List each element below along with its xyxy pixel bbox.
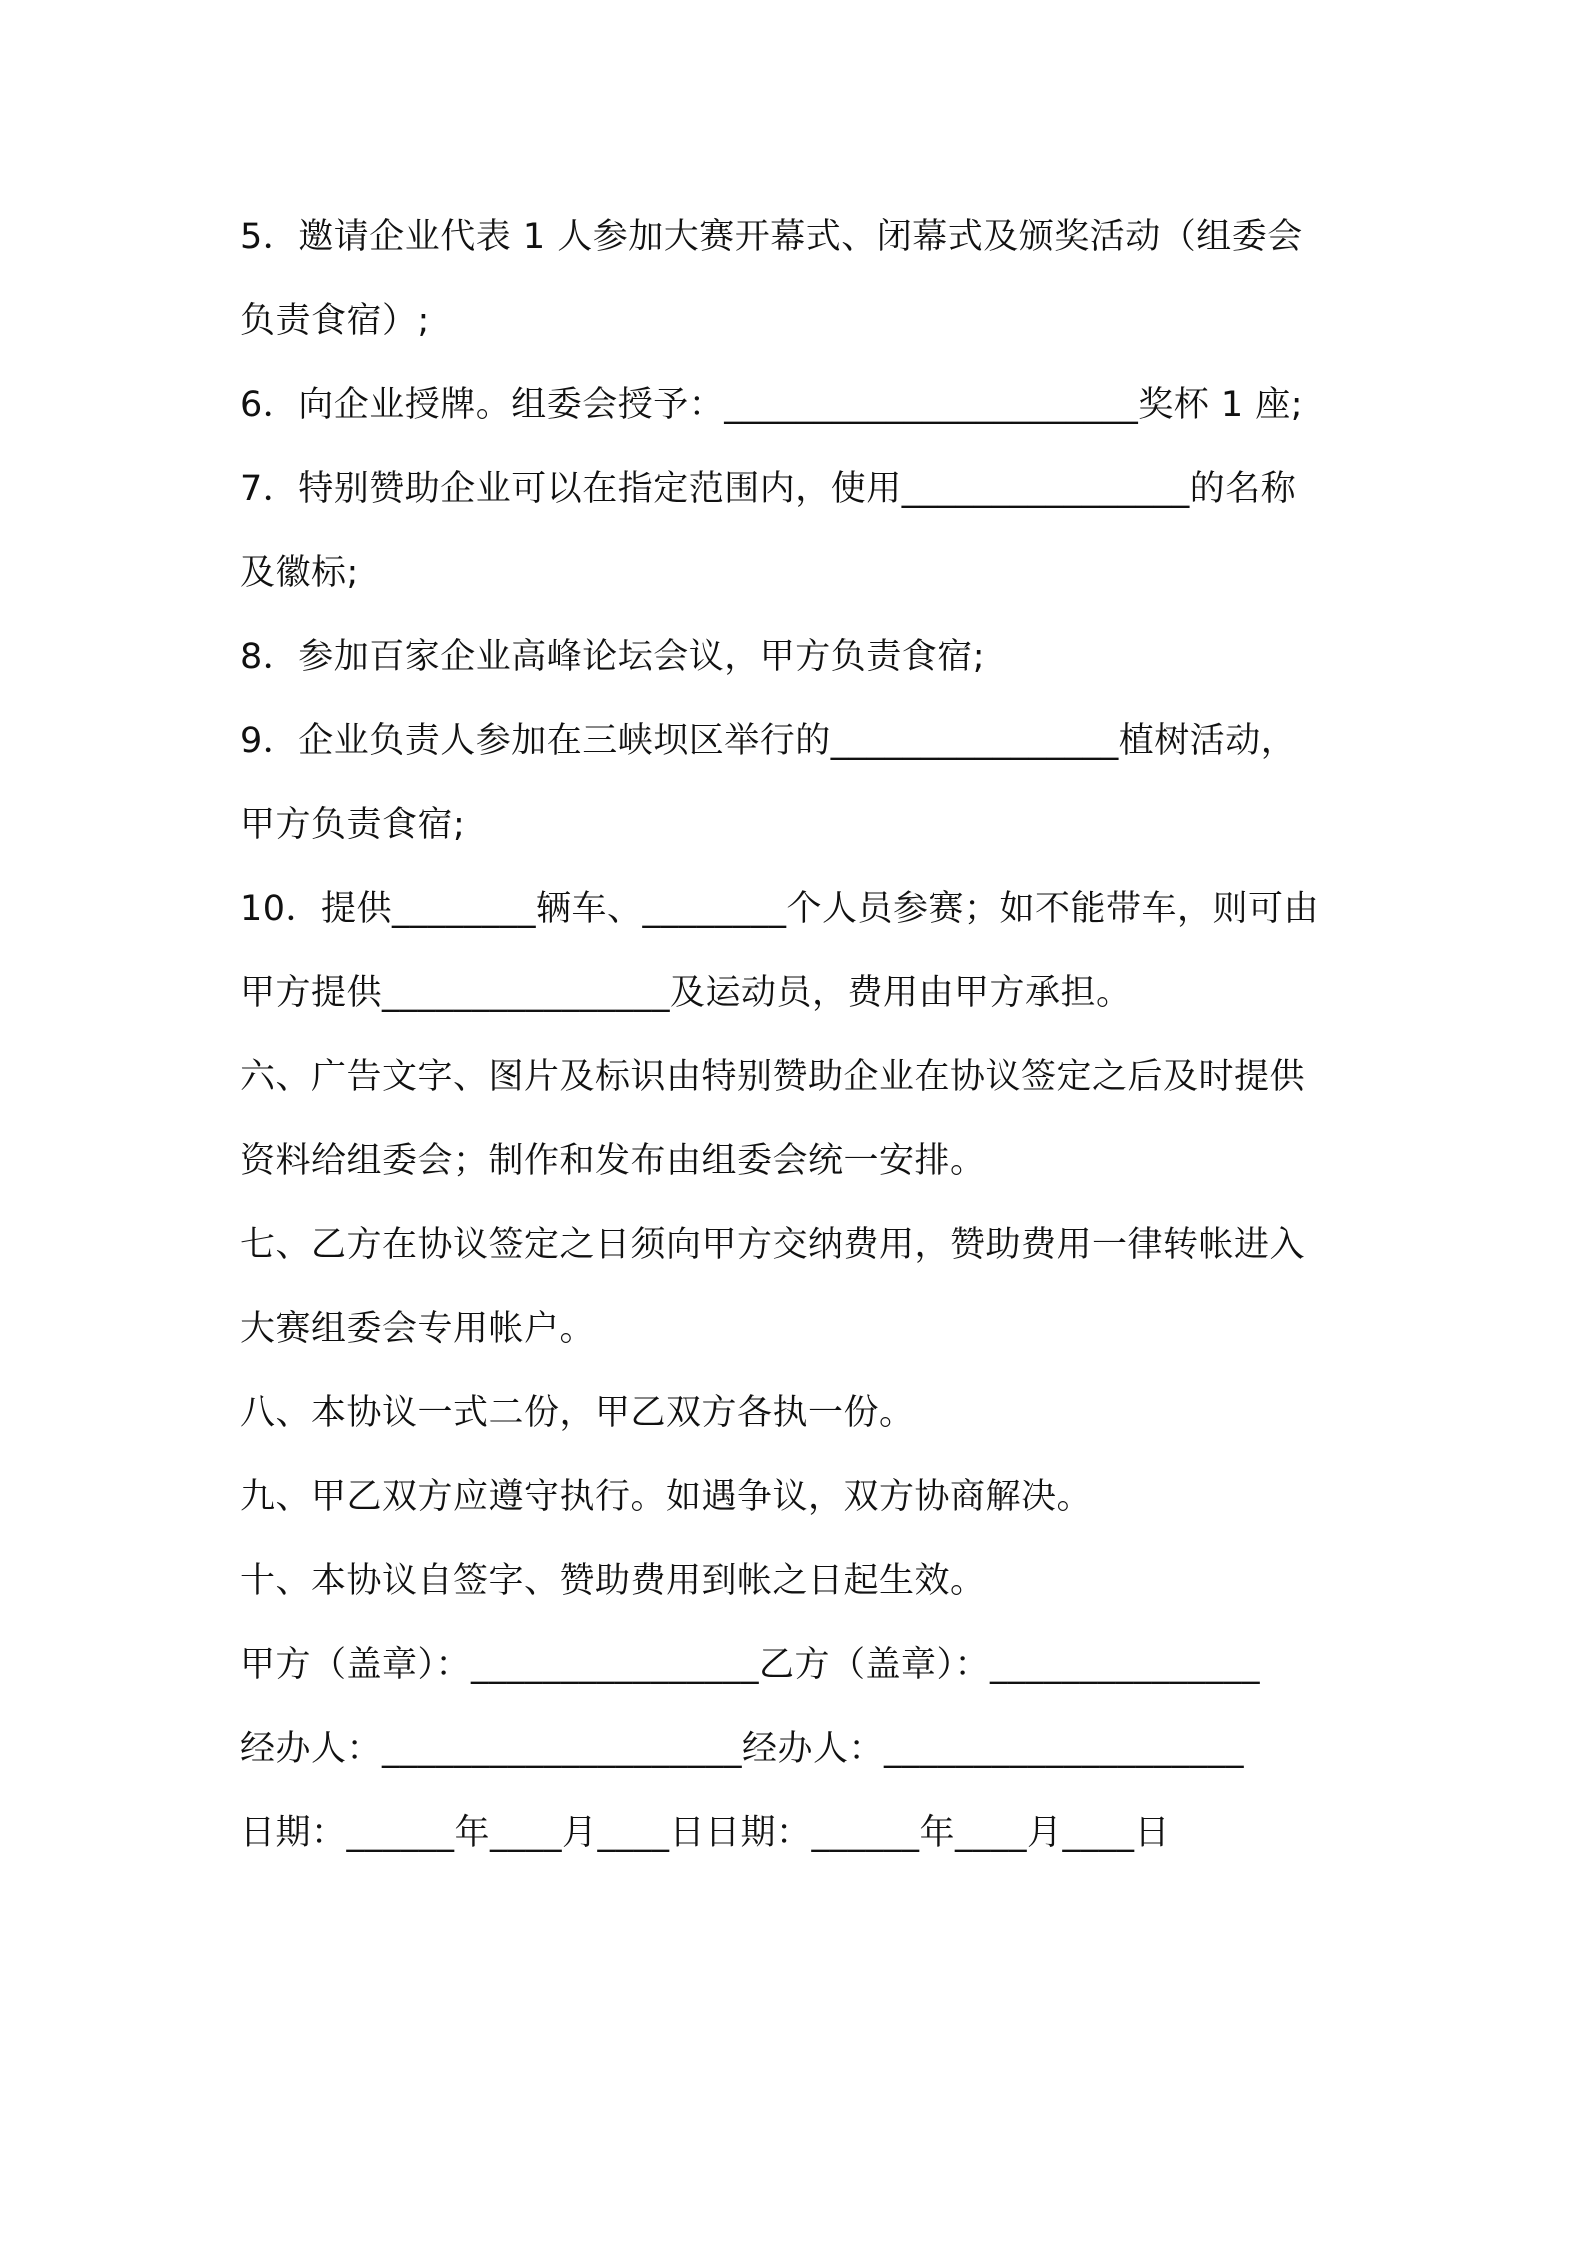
clause-10-line-2: 甲方提供________________及运动员，费用由甲方承担。 — [240, 973, 1132, 1013]
section-9: 九、甲乙双方应遵守执行。如遇争议，双方协商解决。 — [240, 1477, 1093, 1517]
clause-9-line-1: 9．企业负责人参加在三峡坝区举行的________________植树活动， — [240, 721, 1297, 761]
section-7-line-1: 七、乙方在协议签定之日须向甲方交纳费用，赞助费用一律转帐进入 — [240, 1225, 1306, 1265]
section-6-line-2: 资料给组委会；制作和发布由组委会统一安排。 — [240, 1141, 986, 1181]
section-10: 十、本协议自签字、赞助费用到帐之日起生效。 — [240, 1561, 986, 1601]
clause-9-line-2: 甲方负责食宿; — [240, 805, 466, 845]
clause-7-line-1: 7．特别赞助企业可以在指定范围内，使用________________的名称 — [240, 469, 1297, 509]
section-7-line-2: 大赛组委会专用帐户。 — [240, 1309, 596, 1349]
section-8: 八、本协议一式二份，甲乙双方各执一份。 — [240, 1393, 915, 1433]
signature-handler-line: 经办人：____________________经办人：____________________ — [240, 1729, 1245, 1769]
clause-6: 6．向企业授牌。组委会授予：_______________________奖杯 1 座; — [240, 385, 1304, 425]
clause-5-line-1: 5．邀请企业代表 1 人参加大赛开幕式、闭幕式及颁奖活动（组委会 — [240, 217, 1303, 257]
clause-7-line-2: 及徽标; — [240, 553, 359, 593]
clause-8: 8．参加百家企业高峰论坛会议，甲方负责食宿; — [240, 637, 986, 677]
document-body — [240, 195, 1370, 1875]
signature-date-line: 日期：______年____月____日日期：______年____月____日 — [240, 1813, 1171, 1853]
clause-10-line-1: 10．提供________辆车、________个人员参赛；如不能带车，则可由 — [240, 889, 1320, 929]
section-6-line-1: 六、广告文字、图片及标识由特别赞助企业在协议签定之后及时提供 — [240, 1057, 1306, 1097]
clause-5-line-2: 负责食宿）; — [240, 301, 430, 341]
signature-seal-line: 甲方（盖章）：________________乙方（盖章）：_______________ — [240, 1645, 1261, 1685]
